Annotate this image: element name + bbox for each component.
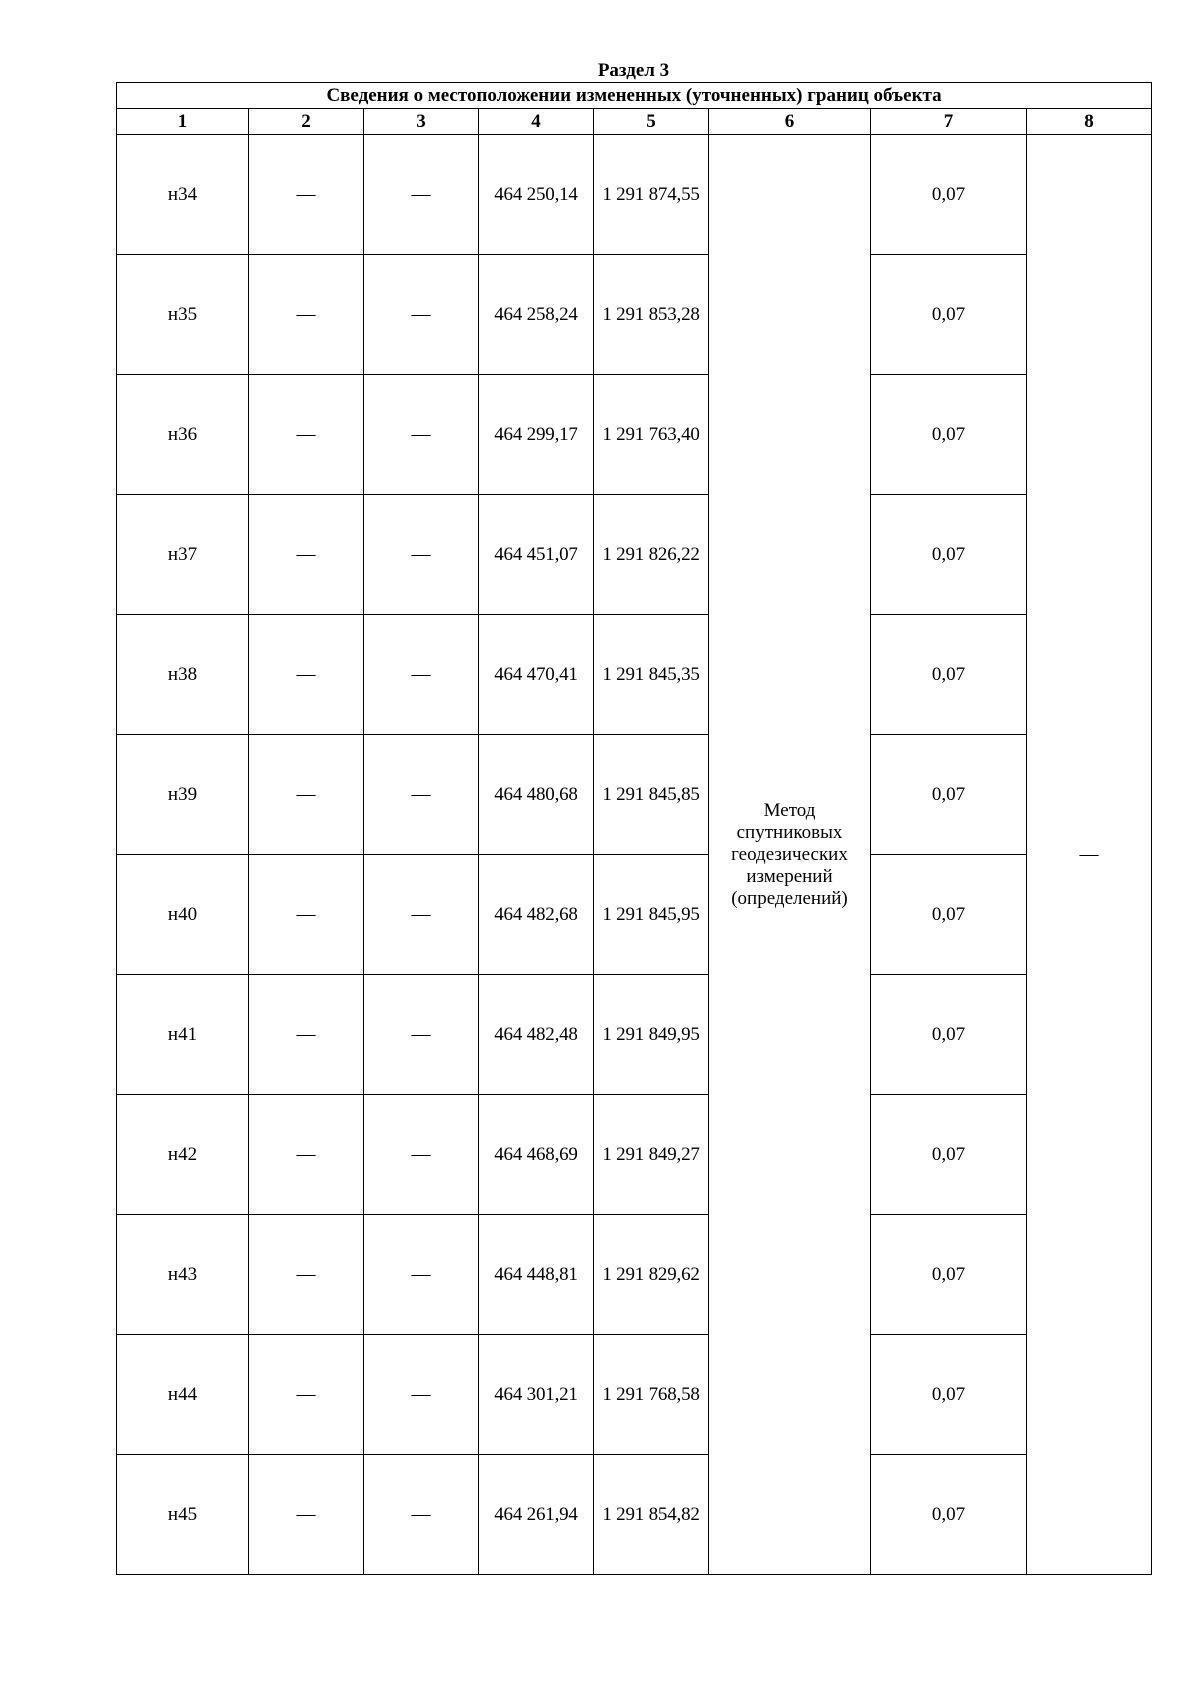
table-row (117, 975, 1152, 1095)
dash-cell: — (249, 375, 364, 495)
table-row (117, 855, 1152, 975)
coordinate-x-cell: 464 448,81 (479, 1215, 594, 1335)
column-header: 2 (249, 109, 364, 135)
coordinate-x-cell: 464 261,94 (479, 1455, 594, 1575)
dash-cell: — (364, 735, 479, 855)
dash-cell: — (249, 1215, 364, 1335)
coordinate-y-cell: 1 291 845,95 (594, 855, 709, 975)
coordinate-y-cell: 1 291 768,58 (594, 1335, 709, 1455)
accuracy-cell: 0,07 (871, 1335, 1027, 1455)
accuracy-cell: 0,07 (871, 735, 1027, 855)
column-8-cell: — (1027, 135, 1152, 1575)
table-row (117, 135, 1152, 255)
coordinate-x-cell: 464 258,24 (479, 255, 594, 375)
column-header: 3 (364, 109, 479, 135)
accuracy-cell: 0,07 (871, 1095, 1027, 1215)
table-row (117, 255, 1152, 375)
point-number-cell: н35 (117, 255, 249, 375)
method-text-line: спутниковых (736, 821, 843, 843)
method-text-line: измерений (746, 865, 833, 887)
dash-cell: — (364, 375, 479, 495)
coordinate-y-cell: 1 291 874,55 (594, 135, 709, 255)
coordinate-x-cell: 464 482,48 (479, 975, 594, 1095)
dash-cell: — (364, 495, 479, 615)
dash-cell: — (364, 1095, 479, 1215)
accuracy-cell: 0,07 (871, 1215, 1027, 1335)
dash-cell: — (249, 735, 364, 855)
point-number-cell: н40 (117, 855, 249, 975)
accuracy-cell: 0,07 (871, 495, 1027, 615)
column-header: 4 (479, 109, 594, 135)
dash-cell: — (249, 1095, 364, 1215)
point-number-cell: н39 (117, 735, 249, 855)
dash-cell: — (249, 975, 364, 1095)
method-text-line: Метод (763, 799, 816, 821)
coordinate-y-cell: 1 291 763,40 (594, 375, 709, 495)
table-row (117, 1215, 1152, 1335)
dash-cell: — (364, 255, 479, 375)
accuracy-cell: 0,07 (871, 375, 1027, 495)
coordinate-y-cell: 1 291 826,22 (594, 495, 709, 615)
dash-cell: — (364, 855, 479, 975)
dash-cell: — (364, 135, 479, 255)
coordinate-x-cell: 464 470,41 (479, 615, 594, 735)
boundary-coordinates-table (116, 82, 1152, 1575)
point-number-cell: н36 (117, 375, 249, 495)
coordinate-y-cell: 1 291 829,62 (594, 1215, 709, 1335)
accuracy-cell: 0,07 (871, 135, 1027, 255)
column-header: 8 (1027, 109, 1152, 135)
column-header: 5 (594, 109, 709, 135)
table-row (117, 1095, 1152, 1215)
section-title: Раздел 3 (597, 60, 670, 81)
table-caption: Сведения о местоположении измененных (уточненных) границ объекта (117, 83, 1152, 109)
dash-cell: — (364, 615, 479, 735)
dash-cell: — (249, 255, 364, 375)
dash-cell: — (249, 615, 364, 735)
table-row (117, 615, 1152, 735)
table-row (117, 1335, 1152, 1455)
coordinate-x-cell: 464 451,07 (479, 495, 594, 615)
coordinate-y-cell: 1 291 854,82 (594, 1455, 709, 1575)
point-number-cell: н34 (117, 135, 249, 255)
coordinate-x-cell: 464 250,14 (479, 135, 594, 255)
document-page (116, 60, 1151, 1575)
method-text-line: (определений) (731, 887, 848, 909)
dash-cell: — (249, 1335, 364, 1455)
dash-cell: — (249, 495, 364, 615)
accuracy-cell: 0,07 (871, 1455, 1027, 1575)
point-number-cell: н38 (117, 615, 249, 735)
dash-cell: — (364, 1335, 479, 1455)
dash-cell: — (249, 135, 364, 255)
table-row (117, 495, 1152, 615)
coordinate-x-cell: 464 299,17 (479, 375, 594, 495)
coordinate-x-cell: 464 482,68 (479, 855, 594, 975)
column-header: 1 (117, 109, 249, 135)
accuracy-cell: 0,07 (871, 615, 1027, 735)
table-row (117, 1455, 1152, 1575)
table-row (117, 375, 1152, 495)
method-text-line: геодезических (731, 843, 848, 865)
dash-cell: — (364, 1455, 479, 1575)
point-number-cell: н45 (117, 1455, 249, 1575)
point-number-cell: н42 (117, 1095, 249, 1215)
coordinate-y-cell: 1 291 849,95 (594, 975, 709, 1095)
column-header-row (117, 109, 1152, 135)
table-row (117, 735, 1152, 855)
coordinate-y-cell: 1 291 845,85 (594, 735, 709, 855)
dash-cell: — (364, 975, 479, 1095)
coordinate-x-cell: 464 480,68 (479, 735, 594, 855)
accuracy-cell: 0,07 (871, 255, 1027, 375)
column-header: 7 (871, 109, 1027, 135)
coordinate-y-cell: 1 291 853,28 (594, 255, 709, 375)
point-number-cell: н37 (117, 495, 249, 615)
dash-cell: — (364, 1215, 479, 1335)
point-number-cell: н43 (117, 1215, 249, 1335)
point-number-cell: н41 (117, 975, 249, 1095)
column-header: 6 (709, 109, 871, 135)
dash-cell: — (249, 855, 364, 975)
dash-cell: — (249, 1455, 364, 1575)
point-number-cell: н44 (117, 1335, 249, 1455)
coordinate-y-cell: 1 291 849,27 (594, 1095, 709, 1215)
accuracy-cell: 0,07 (871, 975, 1027, 1095)
coordinate-x-cell: 464 301,21 (479, 1335, 594, 1455)
coordinate-y-cell: 1 291 845,35 (594, 615, 709, 735)
coordinate-x-cell: 464 468,69 (479, 1095, 594, 1215)
accuracy-cell: 0,07 (871, 855, 1027, 975)
method-cell (709, 135, 871, 1575)
